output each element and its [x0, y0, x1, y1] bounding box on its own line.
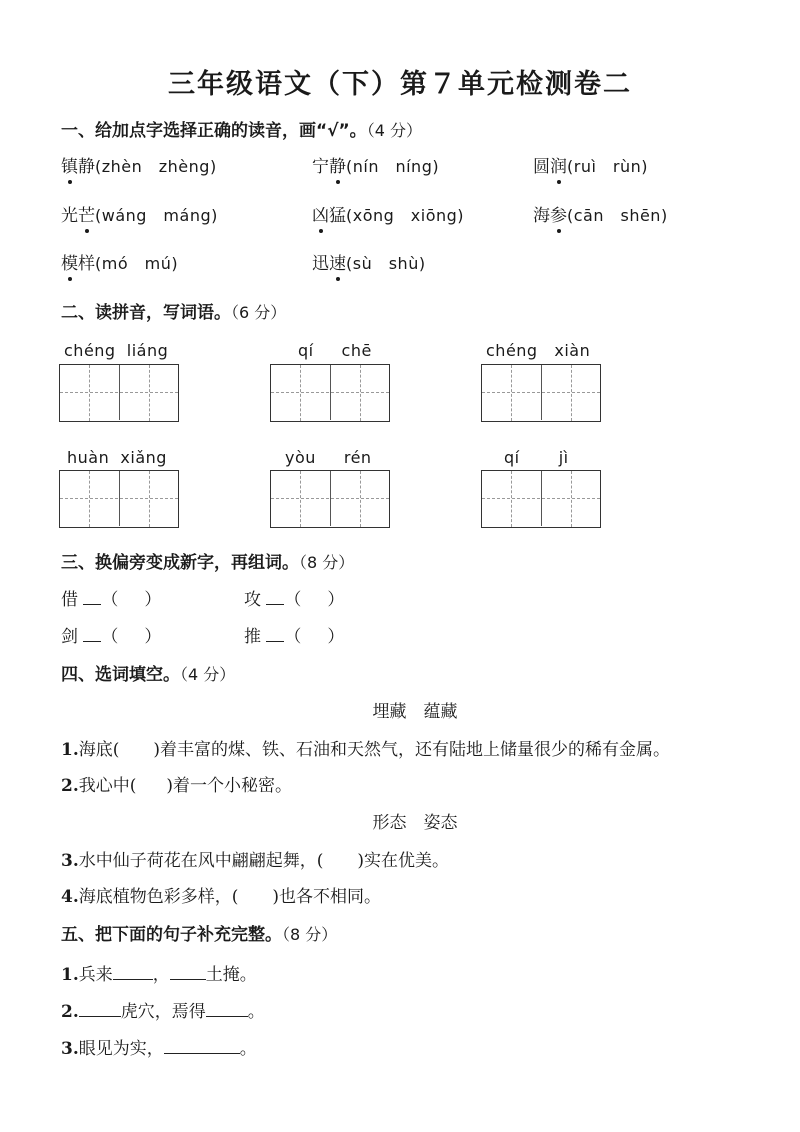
write-box[interactable] [59, 364, 179, 422]
section-4-points: （4 分） [180, 665, 236, 684]
s4-word-group-2: 形态 姿态 [372, 813, 458, 833]
section-5-text: 五、把下面的句子补充完整。 [61, 925, 282, 945]
s3-item-3: 剑 （ ） [61, 627, 162, 647]
s4-question-2: 2.我心中( )着一个小秘密。 [61, 776, 293, 796]
s1-item-4: 光芒 (wáng máng) [61, 201, 218, 226]
section-5-heading [61, 920, 337, 945]
s5-question-2: 2. 虎穴，焉得 。 [61, 1002, 265, 1022]
blank[interactable] [266, 641, 284, 642]
s2-pinyin-5: yòu rén [285, 448, 372, 467]
section-4-text: 四、选词填空。 [61, 665, 180, 685]
s5-question-1: 1.兵来 ， 土掩。 [61, 965, 257, 985]
s2-pinyin-1: chéng liáng [64, 341, 169, 360]
s5-question-3: 3.眼见为实， 。 [61, 1039, 257, 1059]
blank[interactable] [170, 979, 206, 980]
s4-question-4: 4.海底植物色彩多样，( )也各不相同。 [61, 887, 382, 907]
blank[interactable] [266, 604, 284, 605]
blank[interactable] [79, 1016, 121, 1017]
write-box[interactable] [481, 364, 601, 422]
s1-item-5: 凶 猛(xōng xiōng) [312, 201, 464, 226]
s1-item-8: 迅速 (sù shù) [312, 249, 426, 274]
page-title: 三年级语文（下）第７单元检测卷二 [168, 69, 632, 100]
s3-item-4: 推 （ ） [244, 627, 345, 647]
blank[interactable] [206, 1016, 248, 1017]
s2-pinyin-2: qí chē [298, 341, 372, 360]
blank[interactable] [83, 604, 101, 605]
s3-item-1: 借 （ ） [61, 590, 162, 610]
section-2-heading [61, 298, 286, 323]
section-3-heading [61, 548, 354, 573]
s2-pinyin-6: qí jì [504, 448, 569, 467]
s2-pinyin-3: chéng xiàn [486, 341, 591, 360]
blank[interactable] [164, 1053, 240, 1054]
section-2-text: 二、读拼音，写词语。 [61, 303, 231, 323]
section-1-text: 一、给加点字选择正确的读音，画“√”。 [61, 121, 367, 141]
blank[interactable] [113, 979, 153, 980]
s4-question-3: 3.水中仙子荷花在风中翩翩起舞，( )实在优美。 [61, 851, 450, 871]
s1-item-3: 圆润 (ruì rùn) [533, 152, 648, 177]
section-2-points: （6 分） [231, 303, 287, 322]
write-box[interactable] [270, 364, 390, 422]
s1-item-1: 镇 静(zhèn zhèng) [61, 152, 217, 177]
s3-item-2: 攻 （ ） [244, 590, 345, 610]
write-box[interactable] [59, 470, 179, 528]
blank[interactable] [83, 641, 101, 642]
write-box[interactable] [481, 470, 601, 528]
section-3-text: 三、换偏旁变成新字，再组词。 [61, 553, 299, 573]
s1-item-6: 海参 (cān shēn) [533, 201, 668, 226]
s4-word-group-1: 埋藏 蕴藏 [372, 702, 458, 722]
write-box[interactable] [270, 470, 390, 528]
s1-item-7: 模 样(mó mú) [61, 249, 178, 274]
s2-pinyin-4: huàn xiǎng [67, 448, 167, 467]
section-3-points: （8 分） [299, 553, 355, 572]
section-4-heading [61, 660, 235, 685]
section-5-points: （8 分） [282, 925, 338, 944]
section-1-heading [61, 116, 422, 141]
section-1-points: （4 分） [366, 121, 422, 140]
s4-question-1: 1.海底( )着丰富的煤、铁、石油和天然气，还有陆地上储量很少的稀有金属。 [61, 740, 671, 760]
s1-item-2: 宁静 (nín níng) [312, 152, 439, 177]
